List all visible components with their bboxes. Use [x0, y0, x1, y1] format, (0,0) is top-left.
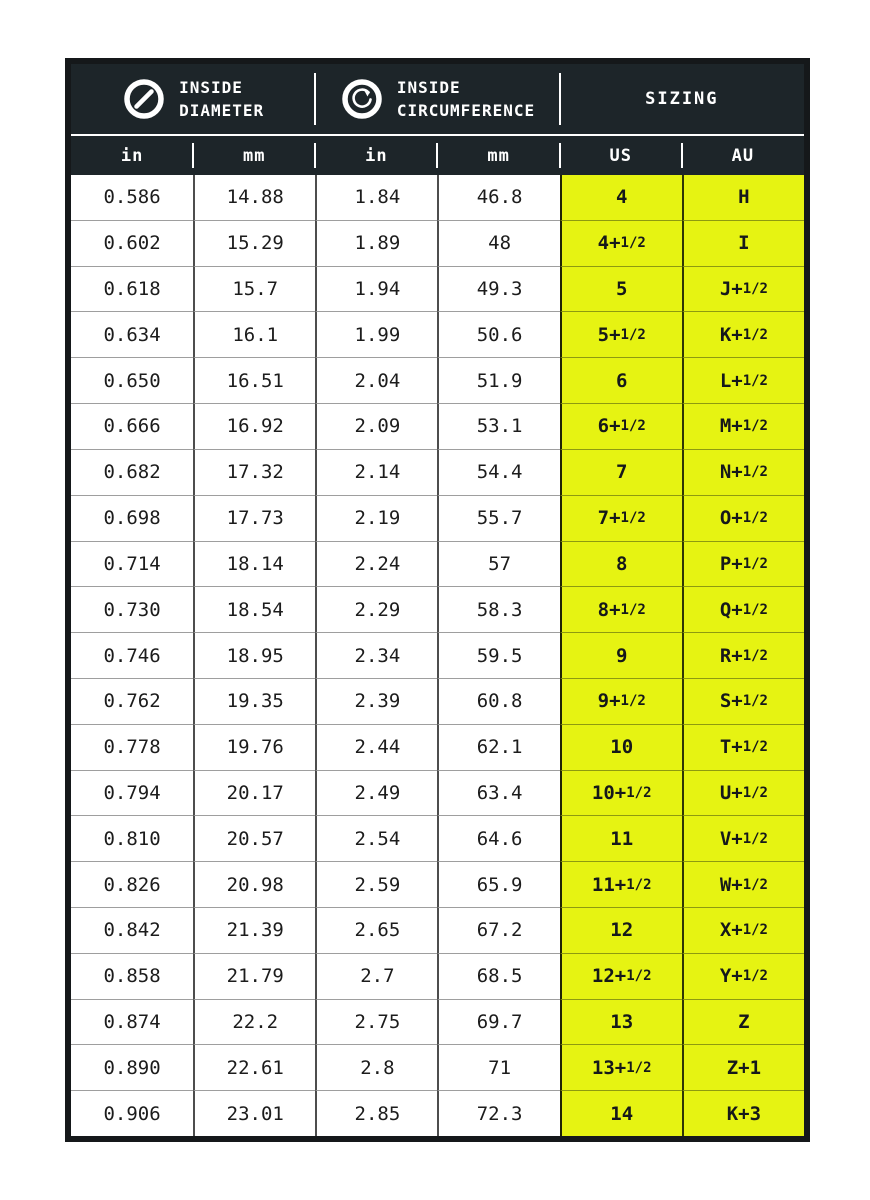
us-size-cell: 8+ 1/2 [560, 586, 682, 632]
au-size-cell: W+ 1/2 [682, 861, 804, 907]
au-size-cell: N+ 1/2 [682, 449, 804, 495]
circumference-mm-cell: 72.3 [437, 1090, 559, 1136]
circumference-in-cell: 1.99 [315, 311, 437, 357]
circumference-in-cell: 2.54 [315, 815, 437, 861]
au-size-cell: K+ 1/2 [682, 311, 804, 357]
circumference-in-cell: 2.59 [315, 861, 437, 907]
diameter-mm-cell: 18.95 [193, 632, 315, 678]
diameter-in-cell: 0.730 [71, 586, 193, 632]
au-size-cell: Y+ 1/2 [682, 953, 804, 999]
us-size-cell: 6 [560, 357, 682, 403]
diameter-mm-cell: 17.32 [193, 449, 315, 495]
diameter-mm-cell: 15.7 [193, 266, 315, 312]
circumference-in-cell: 2.7 [315, 953, 437, 999]
circumference-in-cell: 2.8 [315, 1044, 437, 1090]
diameter-mm-cell: 14.88 [193, 175, 315, 220]
circumference-in-cell: 1.89 [315, 220, 437, 266]
diameter-mm-cell: 21.79 [193, 953, 315, 999]
circumference-mm-cell: 65.9 [437, 861, 559, 907]
circumference-in-cell: 2.65 [315, 907, 437, 953]
diameter-icon [122, 77, 166, 121]
us-size-cell: 14 [560, 1090, 682, 1136]
au-size-cell: O+ 1/2 [682, 495, 804, 541]
circumference-in-cell: 1.84 [315, 175, 437, 220]
group-label-inside-circumference: INSIDE CIRCUMFERENCE [396, 77, 536, 120]
table-row [71, 999, 804, 1045]
diameter-mm-cell: 22.2 [193, 999, 315, 1045]
diameter-in-cell: 0.682 [71, 449, 193, 495]
au-size-cell: K+3 [682, 1090, 804, 1136]
circumference-in-cell: 2.75 [315, 999, 437, 1045]
us-size-cell: 13 [560, 999, 682, 1045]
diameter-in-cell: 0.618 [71, 266, 193, 312]
table-row [71, 678, 804, 724]
circumference-mm-cell: 64.6 [437, 815, 559, 861]
table-row [71, 632, 804, 678]
table-row [71, 861, 804, 907]
us-size-cell: 9+ 1/2 [560, 678, 682, 724]
us-size-cell: 9 [560, 632, 682, 678]
circumference-mm-cell: 60.8 [437, 678, 559, 724]
diameter-in-cell: 0.666 [71, 403, 193, 449]
circumference-mm-cell: 67.2 [437, 907, 559, 953]
diameter-in-cell: 0.890 [71, 1044, 193, 1090]
circumference-in-cell: 2.04 [315, 357, 437, 403]
circumference-mm-cell: 57 [437, 541, 559, 587]
us-size-cell: 12+ 1/2 [560, 953, 682, 999]
circumference-mm-cell: 49.3 [437, 266, 559, 312]
diameter-in-cell: 0.874 [71, 999, 193, 1045]
us-size-cell: 12 [560, 907, 682, 953]
circumference-mm-cell: 59.5 [437, 632, 559, 678]
diameter-in-cell: 0.858 [71, 953, 193, 999]
table-row [71, 770, 804, 816]
diameter-mm-cell: 16.51 [193, 357, 315, 403]
us-size-cell: 5+ 1/2 [560, 311, 682, 357]
circumference-mm-cell: 68.5 [437, 953, 559, 999]
table-row [71, 541, 804, 587]
circumference-in-cell: 2.44 [315, 724, 437, 770]
ring-size-chart [65, 58, 810, 1142]
circumference-in-cell: 2.39 [315, 678, 437, 724]
circumference-in-cell: 2.29 [315, 586, 437, 632]
au-size-cell: H [682, 175, 804, 220]
au-size-cell: J+ 1/2 [682, 266, 804, 312]
circumference-mm-cell: 53.1 [437, 403, 559, 449]
table-row [71, 175, 804, 220]
circumference-in-cell: 2.85 [315, 1090, 437, 1136]
table-row [71, 1044, 804, 1090]
us-size-cell: 7+ 1/2 [560, 495, 682, 541]
group-inside-diameter [71, 64, 315, 134]
group-label-sizing: SIZING [645, 89, 719, 109]
circumference-mm-cell: 69.7 [437, 999, 559, 1045]
column-header-row [71, 136, 804, 175]
diameter-mm-cell: 21.39 [193, 907, 315, 953]
diameter-in-cell: 0.714 [71, 541, 193, 587]
diameter-in-cell: 0.586 [71, 175, 193, 220]
column-header-us: US [560, 136, 682, 175]
diameter-in-cell: 0.778 [71, 724, 193, 770]
group-label-inside-diameter: INSIDE DIAMETER [179, 77, 265, 120]
table-row [71, 403, 804, 449]
circumference-mm-cell: 54.4 [437, 449, 559, 495]
us-size-cell: 10+ 1/2 [560, 770, 682, 816]
diameter-in-cell: 0.634 [71, 311, 193, 357]
au-size-cell: Z+1 [682, 1044, 804, 1090]
diameter-in-cell: 0.746 [71, 632, 193, 678]
diameter-in-cell: 0.794 [71, 770, 193, 816]
circumference-mm-cell: 46.8 [437, 175, 559, 220]
diameter-in-cell: 0.602 [71, 220, 193, 266]
us-size-cell: 11+ 1/2 [560, 861, 682, 907]
circumference-in-cell: 2.49 [315, 770, 437, 816]
circumference-mm-cell: 51.9 [437, 357, 559, 403]
table-body [71, 175, 804, 1136]
au-size-cell: M+ 1/2 [682, 403, 804, 449]
column-header-diameter-mm: mm [193, 136, 315, 175]
au-size-cell: I [682, 220, 804, 266]
circumference-mm-cell: 62.1 [437, 724, 559, 770]
table-row [71, 266, 804, 312]
diameter-mm-cell: 15.29 [193, 220, 315, 266]
au-size-cell: Q+ 1/2 [682, 586, 804, 632]
table-row [71, 449, 804, 495]
group-header-row [71, 64, 804, 136]
table-row [71, 495, 804, 541]
circumference-mm-cell: 71 [437, 1044, 559, 1090]
circumference-icon [340, 77, 384, 121]
us-size-cell: 5 [560, 266, 682, 312]
table-row [71, 815, 804, 861]
diameter-mm-cell: 23.01 [193, 1090, 315, 1136]
diameter-in-cell: 0.698 [71, 495, 193, 541]
au-size-cell: R+ 1/2 [682, 632, 804, 678]
diameter-mm-cell: 16.1 [193, 311, 315, 357]
au-size-cell: X+ 1/2 [682, 907, 804, 953]
diameter-in-cell: 0.810 [71, 815, 193, 861]
circumference-mm-cell: 50.6 [437, 311, 559, 357]
circumference-in-cell: 2.34 [315, 632, 437, 678]
table-row [71, 953, 804, 999]
group-inside-circumference [315, 64, 559, 134]
circumference-in-cell: 2.14 [315, 449, 437, 495]
column-header-au: AU [682, 136, 804, 175]
diameter-in-cell: 0.906 [71, 1090, 193, 1136]
diameter-mm-cell: 17.73 [193, 495, 315, 541]
circumference-in-cell: 2.09 [315, 403, 437, 449]
diameter-in-cell: 0.650 [71, 357, 193, 403]
diameter-in-cell: 0.826 [71, 861, 193, 907]
us-size-cell: 11 [560, 815, 682, 861]
us-size-cell: 6+ 1/2 [560, 403, 682, 449]
au-size-cell: U+ 1/2 [682, 770, 804, 816]
diameter-in-cell: 0.762 [71, 678, 193, 724]
table-row [71, 1090, 804, 1136]
circumference-mm-cell: 48 [437, 220, 559, 266]
us-size-cell: 13+ 1/2 [560, 1044, 682, 1090]
diameter-mm-cell: 16.92 [193, 403, 315, 449]
diameter-mm-cell: 20.57 [193, 815, 315, 861]
diameter-mm-cell: 22.61 [193, 1044, 315, 1090]
diameter-mm-cell: 20.98 [193, 861, 315, 907]
table-row [71, 357, 804, 403]
circumference-in-cell: 2.19 [315, 495, 437, 541]
diameter-mm-cell: 18.14 [193, 541, 315, 587]
au-size-cell: S+ 1/2 [682, 678, 804, 724]
table-row [71, 220, 804, 266]
diameter-in-cell: 0.842 [71, 907, 193, 953]
table-row [71, 311, 804, 357]
circumference-mm-cell: 63.4 [437, 770, 559, 816]
au-size-cell: T+ 1/2 [682, 724, 804, 770]
us-size-cell: 4+ 1/2 [560, 220, 682, 266]
group-sizing [560, 64, 804, 134]
circumference-mm-cell: 58.3 [437, 586, 559, 632]
circumference-in-cell: 1.94 [315, 266, 437, 312]
au-size-cell: L+ 1/2 [682, 357, 804, 403]
diameter-mm-cell: 20.17 [193, 770, 315, 816]
us-size-cell: 8 [560, 541, 682, 587]
table-row [71, 907, 804, 953]
circumference-in-cell: 2.24 [315, 541, 437, 587]
table-row [71, 724, 804, 770]
column-header-circumference-mm: mm [437, 136, 559, 175]
diameter-mm-cell: 19.76 [193, 724, 315, 770]
us-size-cell: 4 [560, 175, 682, 220]
au-size-cell: Z [682, 999, 804, 1045]
us-size-cell: 10 [560, 724, 682, 770]
au-size-cell: P+ 1/2 [682, 541, 804, 587]
circumference-mm-cell: 55.7 [437, 495, 559, 541]
table-header [71, 64, 804, 175]
diameter-mm-cell: 19.35 [193, 678, 315, 724]
us-size-cell: 7 [560, 449, 682, 495]
column-header-circumference-in: in [315, 136, 437, 175]
au-size-cell: V+ 1/2 [682, 815, 804, 861]
table-row [71, 586, 804, 632]
column-header-diameter-in: in [120, 145, 144, 166]
diameter-mm-cell: 18.54 [193, 586, 315, 632]
